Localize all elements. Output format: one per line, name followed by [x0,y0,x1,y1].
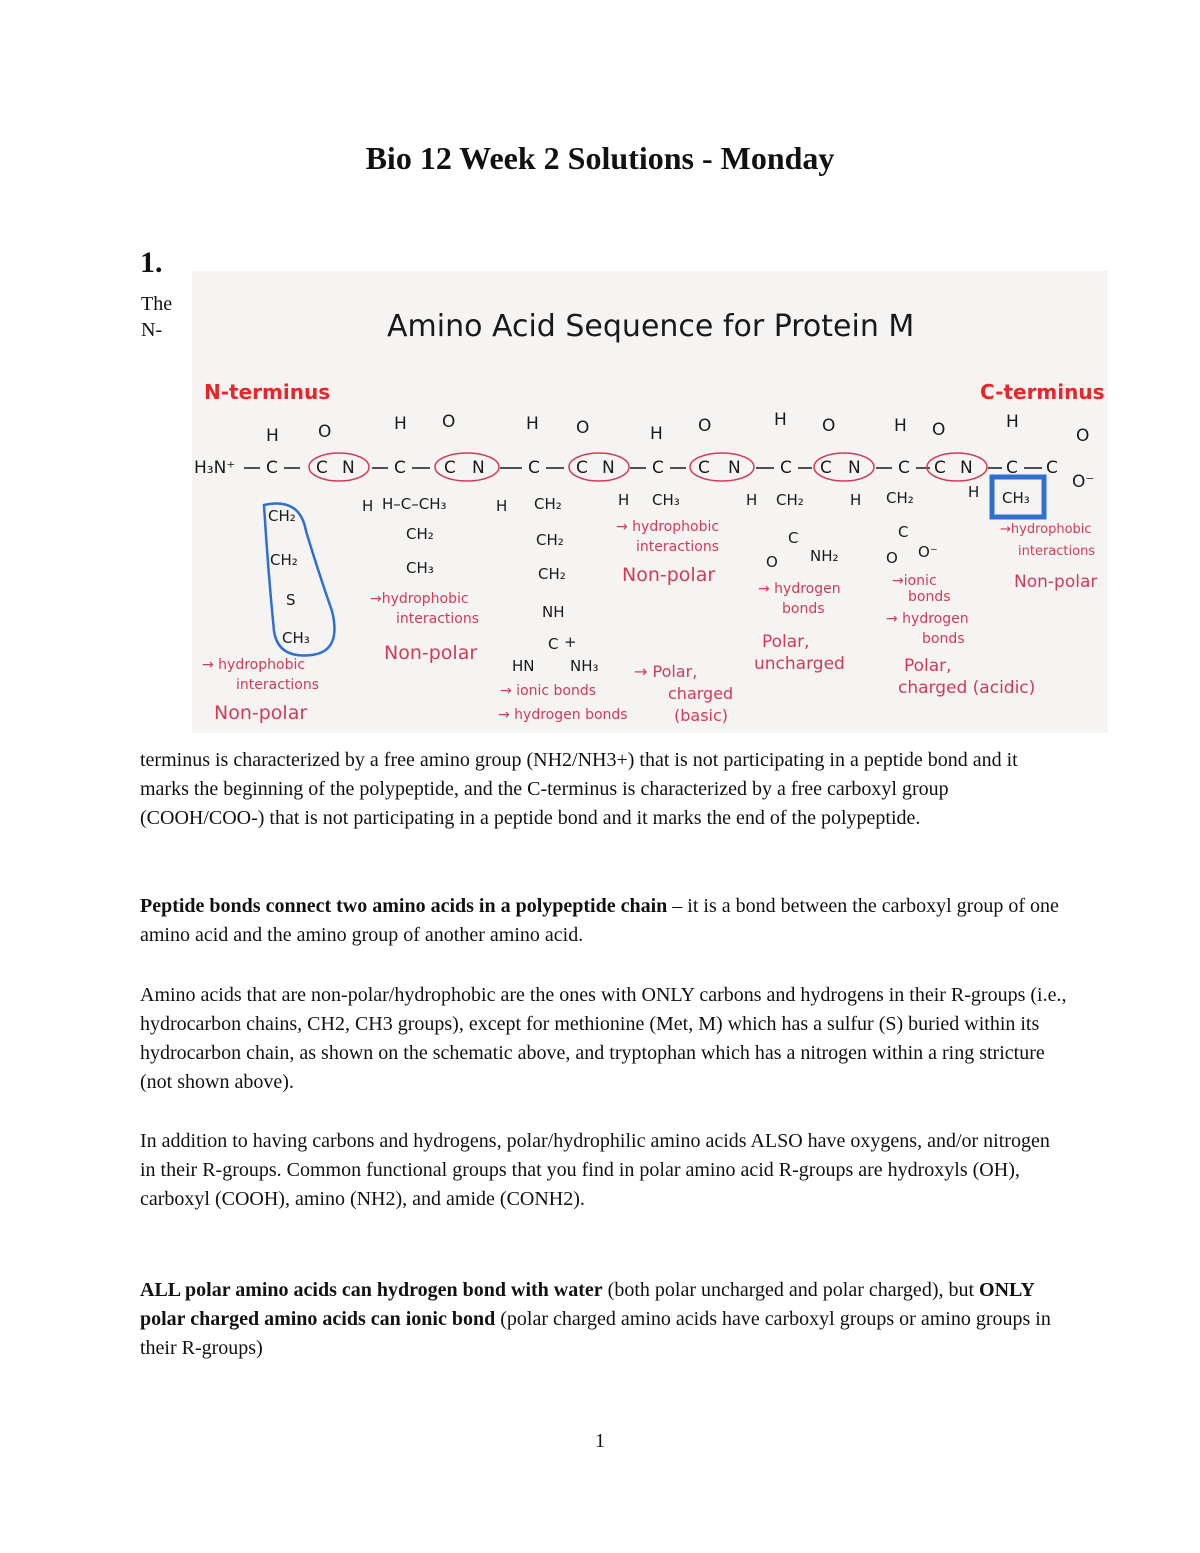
r2-line-3: CH₃ [406,559,434,577]
r2-line-2: CH₂ [406,525,434,543]
r5-class-1: Polar, [762,632,810,652]
r6-line-2: C [898,523,909,541]
r1-line-3: S [286,591,296,609]
r1-annotation [202,657,319,724]
r3-line-2: CH₂ [536,531,564,549]
r6-note-1: →ionic [892,573,937,589]
backbone-o-1: O [318,422,332,442]
peptide-n-4: N [728,458,741,478]
n-terminus-label: N-terminus [204,380,331,404]
backbone-o-2: O [442,412,456,432]
r5-class-2: uncharged [754,654,845,674]
question-number: 1. [140,246,163,279]
r6-annotation [886,573,1035,698]
backbone-c-5: C [780,458,792,478]
r5-line-2: C [788,529,799,547]
peptide-c-5: C [820,458,832,478]
hydrogen-bond-bold: ALL polar amino acids can hydrogen bond with water [140,1279,603,1301]
backbone-c-end: C [1046,458,1058,478]
bonding-text-mid: (both polar uncharged and polar charged), but [602,1279,980,1301]
backbone-c-6: C [898,458,910,478]
r5-line-3: O [766,553,778,571]
backbone-o-6: O [932,420,946,440]
r3-note-1: → ionic bonds [500,683,597,699]
backbone-h-4: H [650,424,663,444]
peptide-c-4: C [698,458,710,478]
backbone-h-low-1: H [362,497,374,515]
backbone-h-5: H [774,410,787,430]
backbone-h-3: H [526,414,539,434]
r-group-4 [652,491,680,509]
r4-note-2: interactions [636,539,720,555]
r1-class: Non-polar [214,702,308,724]
r-group-2 [382,495,447,577]
r3-line-1: CH₂ [534,495,562,513]
peptide-c-2: C [444,458,456,478]
r5-line-4: NH₂ [810,547,839,565]
paragraph-nonpolar: Amino acids that are non-polar/hydrophobic are the ones with ONLY carbons and hydrogens in their R-groups (i.e., hydrocarbon chains, CH2, CH3 groups), except for methionine (Met, M) which has a sulfur (S) buried within its hydrocarbon chain, as shown on the schematic above, and tryptophan which has a nitrogen within a ring stricture (not shown above). [140,984,1067,1093]
r6-line-3: O [886,549,898,567]
peptide-bonds-text: – it is a bond between the carboxyl group of one amino acid and the amino group of another amino acid. [140,895,1059,946]
backbone-h-6: H [894,416,907,436]
r3-note-2: → hydrogen bonds [498,707,628,723]
paragraph-polar: In addition to having carbons and hydrogens, polar/hydrophilic amino acids ALSO have oxygens, and/or nitrogen in their R-groups. Common functional groups that you find in polar amino acid R-groups are hydroxyls (OH), carboxyl (COOH), amino (NH2), and amide (CONH2). [140,1130,1050,1210]
backbone-h-low-4: H [746,491,758,509]
r1-note-1: → hydrophobic [202,657,306,673]
backbone-c-1: C [266,458,278,478]
r7-note-2: interactions [1018,544,1096,559]
r3-class-3: (basic) [674,706,729,725]
backbone-h-7: H [1006,412,1019,432]
peptide-c-1: C [316,458,328,478]
r6-note-3: → hydrogen [886,611,969,627]
r3-class-1: → Polar, [634,662,698,681]
backbone-h-low-3: H [618,491,630,509]
backbone-c-7: C [1006,458,1018,478]
r5-note-1: → hydrogen [758,581,841,597]
backbone [194,410,1094,492]
r-group-3 [512,495,599,675]
n-start: H₃N⁺ [194,458,236,478]
amino-acid-figure [192,271,1108,733]
r3-line-3: CH₂ [538,565,566,583]
backbone-c-3: C [528,458,540,478]
peptide-n-5: N [848,458,861,478]
r6-class-1: Polar, [904,656,952,676]
r4-class: Non-polar [622,564,716,586]
r3-line-7: NH₃ [570,657,599,675]
r5-line-1: CH₂ [776,491,804,509]
r4-line-1: CH₃ [652,491,680,509]
r3-class-2: charged [668,684,734,703]
r2-annotation [370,591,479,664]
peptide-n-3: N [602,458,615,478]
r5-note-2: bonds [782,601,825,617]
intro-fragment [141,291,187,343]
r3-line-8: + [564,633,577,651]
backbone-ominus-end: O⁻ [1072,472,1095,492]
r4-annotation [616,519,719,586]
r1-line-4: CH₃ [282,629,310,647]
paragraph-bonding [140,1276,1070,1363]
r2-class: Non-polar [384,642,478,664]
backbone-h-1: H [266,426,279,446]
c-terminus-label: C-terminus [980,380,1105,404]
r3-line-4: NH [542,603,565,621]
r3-line-5: C [548,635,559,653]
r-group-6 [886,489,938,567]
r-group-7 [1002,489,1030,507]
r6-note-4: bonds [922,631,965,647]
peptide-n-1: N [342,458,355,478]
r6-line-1: CH₂ [886,489,914,507]
r7-class: Non-polar [1014,572,1098,592]
backbone-h-low-2: H [496,497,508,515]
backbone-o-5: O [822,416,836,436]
intro-word: The [141,293,173,315]
bonding-text-end: (polar charged amino acids have carboxyl groups or amino groups in their R-groups) [140,1308,1051,1359]
peptide-c-3: C [576,458,588,478]
backbone-o-4: O [698,416,712,436]
r2-line-1: H–C–CH₃ [382,495,447,513]
r5-annotation [754,581,845,674]
backbone-h-low-5: H [850,491,862,509]
r6-note-2: bonds [908,589,951,605]
paragraph-peptide-bonds [140,892,1070,950]
r7-annotation [1000,522,1097,592]
peptide-n-2: N [472,458,485,478]
r-group-5 [766,491,839,571]
r7-line-1: CH₃ [1002,489,1030,507]
backbone-o-3: O [576,418,590,438]
figure-title: Amino Acid Sequence for Protein M [387,309,915,344]
backbone-o-end: O [1076,426,1090,446]
peptide-bonds-heading: Peptide bonds connect two amino acids in a polypeptide chain [140,895,668,917]
backbone-c-4: C [652,458,664,478]
peptide-c-6: C [934,458,946,478]
backbone-h-2: H [394,414,407,434]
r7-note-1: →hydrophobic [1000,522,1092,537]
backbone-c-2: C [394,458,406,478]
r1-note-2: interactions [236,677,320,693]
backbone-h-low-6: H [968,483,980,501]
r4-note-1: → hydrophobic [616,519,720,535]
r6-class-2: charged (acidic) [898,678,1036,698]
r6-line-4: O⁻ [918,543,938,561]
r2-note-2: interactions [396,611,480,627]
page-number: 1 [595,1430,605,1452]
paragraph-terminus: terminus is characterized by a free amino group (NH2/NH3+) that is not participating in a peptide bond and it marks the beginning of the polypeptide, and the C-terminus is characterized by a free carboxyl group (COOH/COO-) that is not participating in a peptide bond and it marks the end of the polypeptide. [140,749,1018,829]
r2-note-1: →hydrophobic [370,591,469,607]
peptide-n-6: N [960,458,973,478]
amino-acid-diagram [192,271,1108,733]
intro-word-2: N- [141,319,163,341]
ionic-bond-bold: ONLY polar charged amino acids can ionic bond [140,1279,1035,1330]
r1-line-2: CH₂ [270,551,298,569]
r1-line-1: CH₂ [268,507,296,525]
r3-line-6: HN [512,657,535,675]
page-title: Bio 12 Week 2 Solutions - Monday [365,140,835,176]
